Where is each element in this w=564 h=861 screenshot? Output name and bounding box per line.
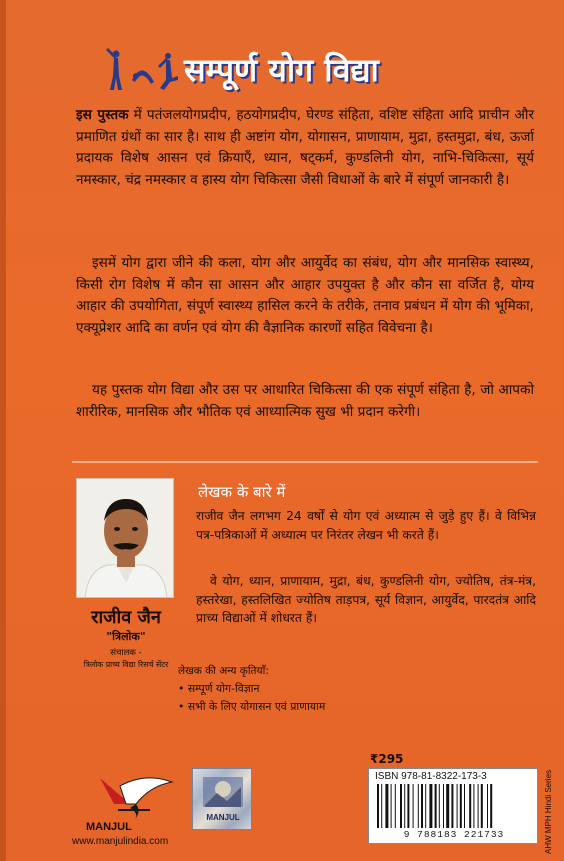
other-works-heading: लेखक की अन्य कृतियाँ: xyxy=(178,665,269,677)
yoga-figures-icon xyxy=(102,46,180,92)
book-title: सम्पूर्ण योग विद्या xyxy=(184,50,379,89)
about-author-paragraph-1: राजीव जैन लगभग 24 वर्षों से योग एवं अध्यात्म से जुड़े हुए हैं। वे विभिन्न पत्र-पत्रिकाओं में अध्यात्म पर निरंतर लेखन भी करते हैं। xyxy=(196,509,536,542)
hologram-image-icon xyxy=(193,769,253,813)
publisher-url: www.manjulindia.com xyxy=(72,836,169,847)
author-alias: "त्रिलोक" xyxy=(106,630,146,643)
barcode xyxy=(368,768,538,844)
description-lead: इस पुस्तक xyxy=(76,107,129,123)
other-works-list xyxy=(178,680,508,716)
barcode-number: 9 788183 221733 xyxy=(403,829,505,840)
price-label: ₹295 xyxy=(370,752,404,766)
description-p1-text: में पतंजलयोगप्रदीप, हठयोगप्रदीप, घेरण्ड संहिता, वशिष्ट संहिता आदि प्राचीन और प्रमाणित ग्रंथों का सार है। साथ ही अष्टांग योग, योगासन, प्राणायाम, मुद्रा, हस्तमुद्रा, बंध, ऊर्जा प्रदायक विशेष आसन एवं क्रियाएँ, ध्यान, षट्कर्म, कुण्डलिनी योग, नाभि-चिकित्सा, सूर्य नमस्कार, चंद्र नमस्कार व हास्य योग चिकित्सा जैसी विधाओं के बारे में संपूर्ण जानकारी है। xyxy=(76,107,535,188)
about-author-heading: लेखक के बारे में xyxy=(198,483,286,501)
list-item: • सभी के लिए योगासन एवं प्राणायाम xyxy=(178,698,508,716)
author-portrait-icon xyxy=(77,479,174,598)
author-organization: त्रिलोक प्राच्य विद्या रिसर्च सेंटर xyxy=(83,660,169,669)
description-paragraph-1 xyxy=(76,105,534,191)
publisher-logo-icon xyxy=(90,764,180,824)
title-row xyxy=(102,46,379,92)
author-name: राजीव जैन xyxy=(91,607,161,628)
about-author-paragraph-2: वे योग, ध्यान, प्राणायाम, मुद्रा, बंध, कुण्डलिनी योग, ज्योतिष, तंत्र-मंत्र, हस्तरेखा, हस्तलिखित ज्योतिष ताड़पत्र, सूर्य विज्ञान, आयुर्वेद, पारदतंत्र आदि प्राच्य विद्याओं में शोधरत हैं। xyxy=(196,574,536,625)
description-paragraph-3: यह पुस्तक योग विद्या और उस पर आधारित चिकित्सा की एक संपूर्ण संहिता है, जो आपको शारीरिक, मानसिक और भौतिक एवं आध्यात्मिक सुख भी प्रदान करेगी। xyxy=(76,382,534,420)
section-divider xyxy=(72,461,538,463)
hologram-label: MANJUL xyxy=(206,813,240,822)
barcode-bars-icon xyxy=(377,784,531,828)
list-item: • सम्पूर्ण योग-विज्ञान xyxy=(178,680,508,698)
description-paragraph-2: इसमें योग द्वारा जीने की कला, योग और आयुर्वेद का संबंध, योग और मानसिक स्वास्थ्य, किसी रोग विशेष में कौन सा आसन और आहार उपयुक्त है और कौन सा वर्जित है, योग्य आहार की उपयोगिता, संपूर्ण स्वास्थ्य हासिल करने के तरीके, तनाव प्रबंधन में योग की भूमिका, एक्यूप्रेशर आदि का वर्णन एवं योग की वैज्ञानिक कारणों सहित विवेचना है। xyxy=(76,255,534,336)
hologram-sticker xyxy=(192,768,252,830)
author-role: संचालक - xyxy=(110,648,142,658)
publisher-name: MANJUL xyxy=(86,821,132,833)
author-photo xyxy=(76,478,174,598)
series-label: AHW MPH Hindi Series xyxy=(544,769,553,854)
isbn-text: ISBN 978-81-8322-173-3 xyxy=(375,771,487,782)
